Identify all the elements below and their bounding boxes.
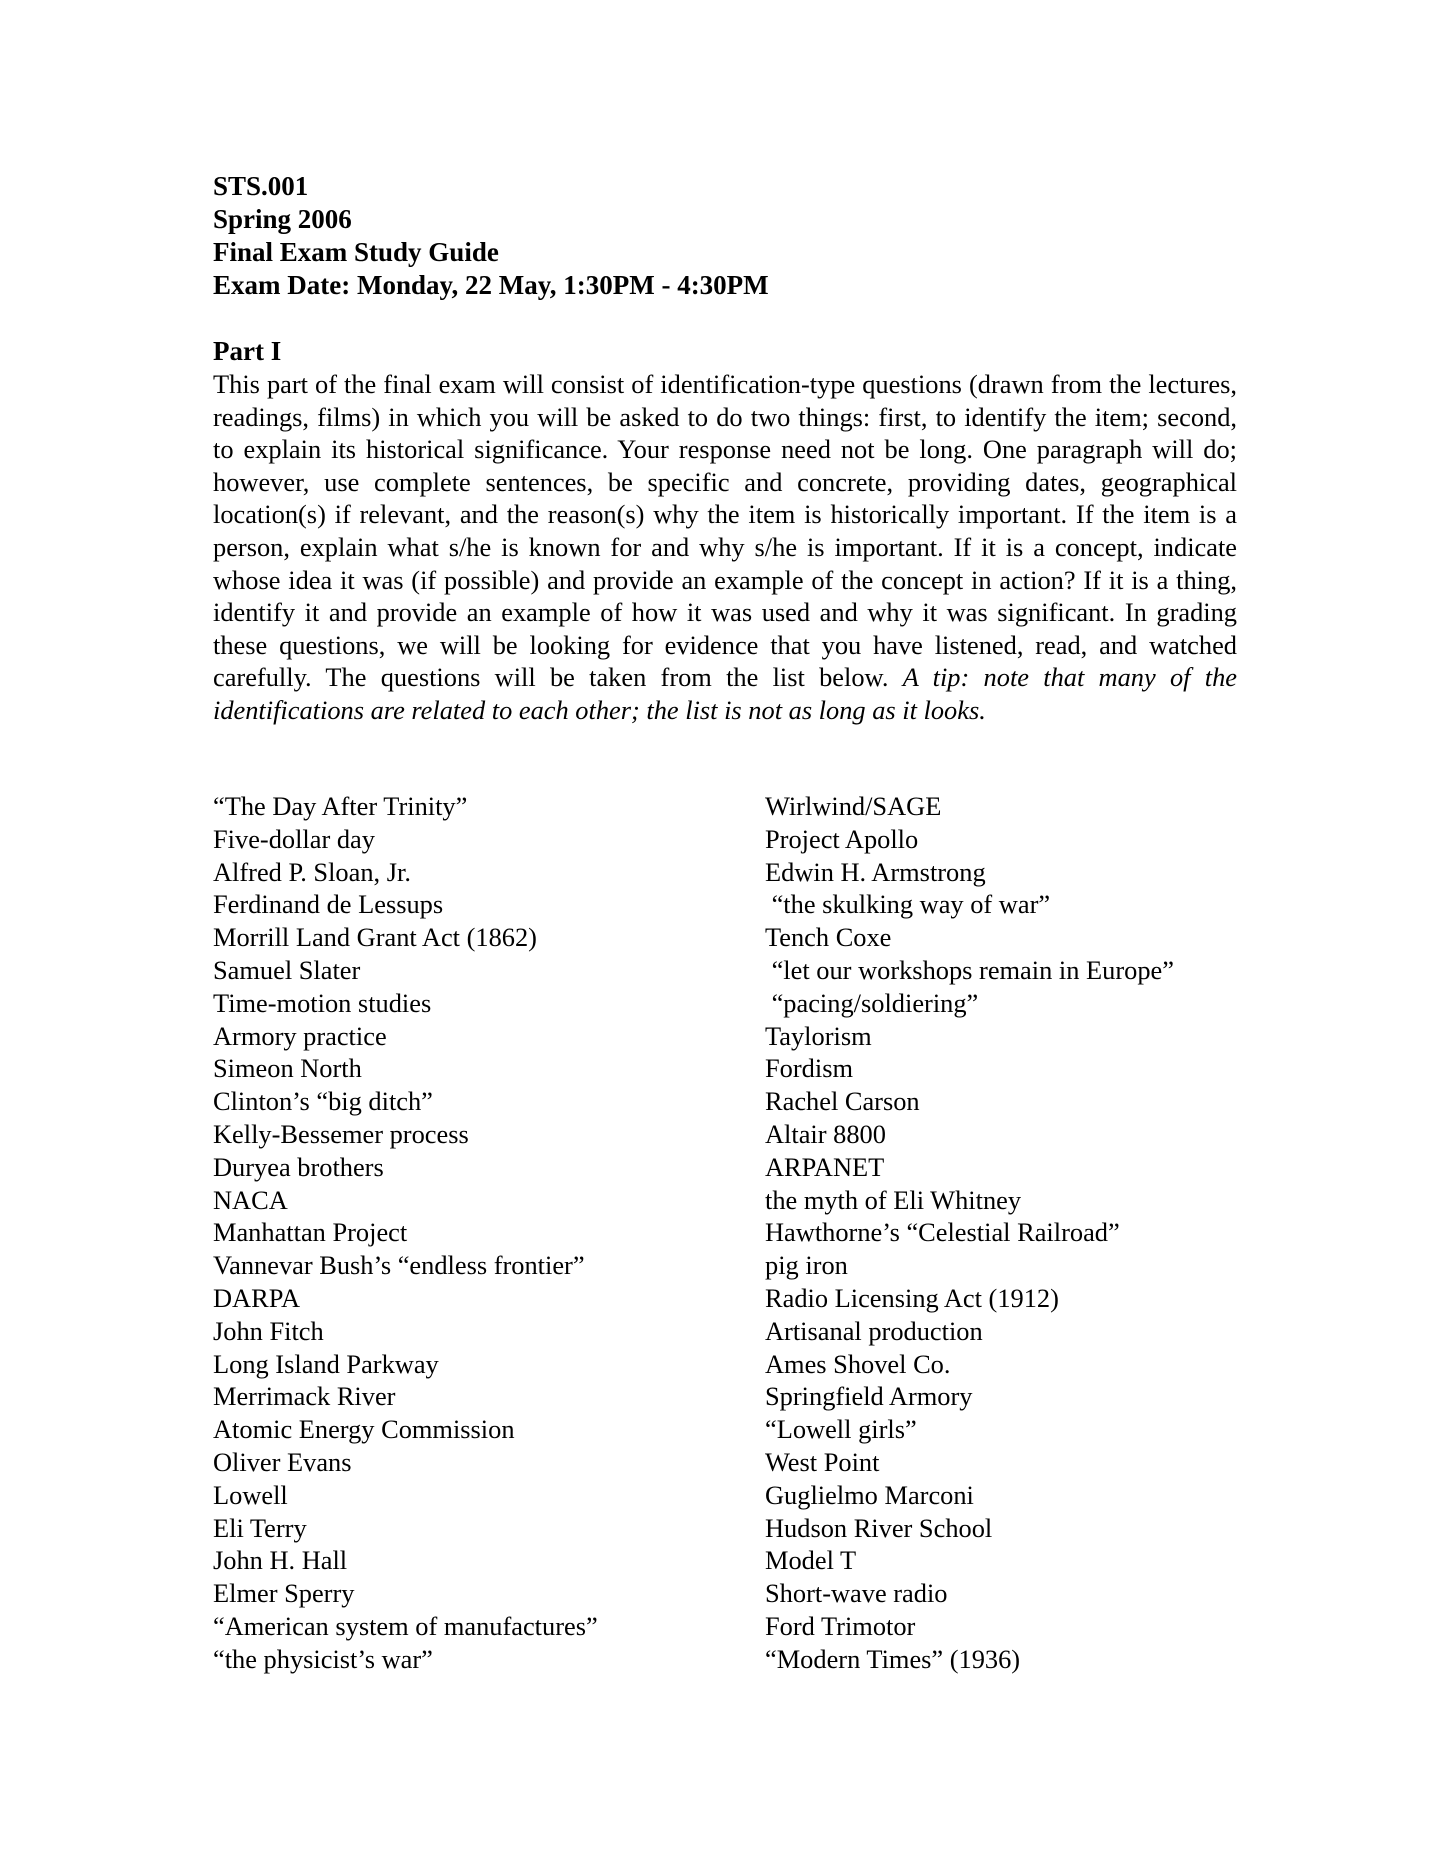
identification-list-right	[765, 790, 1174, 1676]
list-item: Samuel Slater	[213, 954, 361, 985]
list-item: West Point	[765, 1446, 880, 1477]
list-item: “the physicist’s war”	[213, 1643, 433, 1674]
list-item: “Modern Times” (1936)	[765, 1643, 1021, 1674]
list-item: Fordism	[765, 1053, 853, 1084]
list-item: Duryea brothers	[213, 1151, 384, 1182]
list-item: “let our workshops remain in Europe”	[765, 954, 1174, 985]
list-item: Ferdinand de Lessups	[213, 889, 444, 920]
list-item: Manhattan Project	[213, 1217, 408, 1248]
list-item: Atomic Energy Commission	[213, 1414, 515, 1445]
list-item: Alfred P. Sloan, Jr.	[213, 856, 411, 887]
list-item: Hawthorne’s “Celestial Railroad”	[765, 1217, 1120, 1248]
list-item: Elmer Sperry	[213, 1578, 355, 1609]
list-item: Edwin H. Armstrong	[765, 856, 986, 887]
part-heading: Part I	[213, 336, 282, 366]
list-item: ARPANET	[765, 1151, 885, 1182]
list-item: John Fitch	[213, 1315, 324, 1346]
list-item: Artisanal production	[765, 1315, 983, 1346]
list-item: Kelly-Bessemer process	[213, 1118, 469, 1149]
list-item: Merrimack River	[213, 1381, 396, 1412]
list-item: Model T	[765, 1545, 857, 1576]
list-item: Ford Trimotor	[765, 1610, 916, 1641]
intro-text: This part of the final exam will consist of identification-type questions (drawn from the lectures, readings, films) in which you will be asked to do two things: first, to identify the item; second, to explain its historical significance. Your response need not be long. One paragraph will do; however, use complete sentences, be specific and concrete, providing dates, geographical location(s) if relevant, and the reason(s) why the item is historically important. If the item is a person, explain what s/he is known for and why s/he is important. If it is a concept, indicate whose idea it was (if possible) and provide an example of the concept in action? If it is a thing, identify it and provide an example of how it was used and why it was significant. In grading these questions, we will be looking for evidence that you have listened, read, and watched carefully. The questions will be taken from the list below.	[213, 369, 1237, 693]
list-item: Five-dollar day	[213, 823, 375, 854]
list-item: Tench Coxe	[765, 922, 892, 953]
list-item: Vannevar Bush’s “endless frontier”	[213, 1250, 585, 1281]
list-item: Rachel Carson	[765, 1086, 920, 1117]
list-item: NACA	[213, 1184, 288, 1215]
list-item: DARPA	[213, 1282, 301, 1313]
list-item: Clinton’s “big ditch”	[213, 1086, 433, 1117]
list-item: “pacing/soldiering”	[765, 987, 979, 1018]
list-item: the myth of Eli Whitney	[765, 1184, 1022, 1215]
list-item: Wirlwind/SAGE	[765, 791, 942, 821]
list-item: Altair 8800	[765, 1118, 886, 1149]
list-item: Springfield Armory	[765, 1381, 973, 1412]
list-item: Hudson River School	[765, 1512, 993, 1543]
list-item: Simeon North	[213, 1053, 362, 1084]
list-item: Radio Licensing Act (1912)	[765, 1282, 1059, 1313]
list-item: Short-wave radio	[765, 1578, 948, 1609]
list-item: Project Apollo	[765, 823, 919, 854]
list-item: Long Island Parkway	[213, 1348, 439, 1379]
list-item: Guglielmo Marconi	[765, 1479, 974, 1510]
list-item: “American system of manufactures”	[213, 1610, 598, 1641]
list-item: Time-motion studies	[213, 987, 432, 1018]
list-item: Morrill Land Grant Act (1862)	[213, 922, 537, 953]
list-item: “The Day After Trinity”	[213, 791, 468, 821]
course-code: STS.001	[213, 171, 309, 201]
list-item: Oliver Evans	[213, 1446, 352, 1477]
exam-date: Exam Date: Monday, 22 May, 1:30PM - 4:30PM	[213, 270, 769, 300]
list-item: “Lowell girls”	[765, 1414, 917, 1445]
list-item: Armory practice	[213, 1020, 387, 1051]
list-item: Lowell	[213, 1479, 288, 1510]
document-title: Final Exam Study Guide	[213, 237, 499, 267]
term: Spring 2006	[213, 204, 352, 234]
document-header	[213, 170, 1243, 302]
list-item: Eli Terry	[213, 1512, 307, 1543]
list-item: John H. Hall	[213, 1545, 348, 1576]
list-item: Taylorism	[765, 1020, 872, 1051]
intro-paragraph	[213, 368, 1237, 727]
identification-list-left	[213, 790, 598, 1676]
list-item: pig iron	[765, 1250, 848, 1281]
list-item: Ames Shovel Co.	[765, 1348, 951, 1379]
list-item: “the skulking way of war”	[765, 889, 1051, 920]
intro-tip: A tip: note that many of the identifications are related to each other; the list is not as long as it looks.	[213, 662, 1237, 725]
